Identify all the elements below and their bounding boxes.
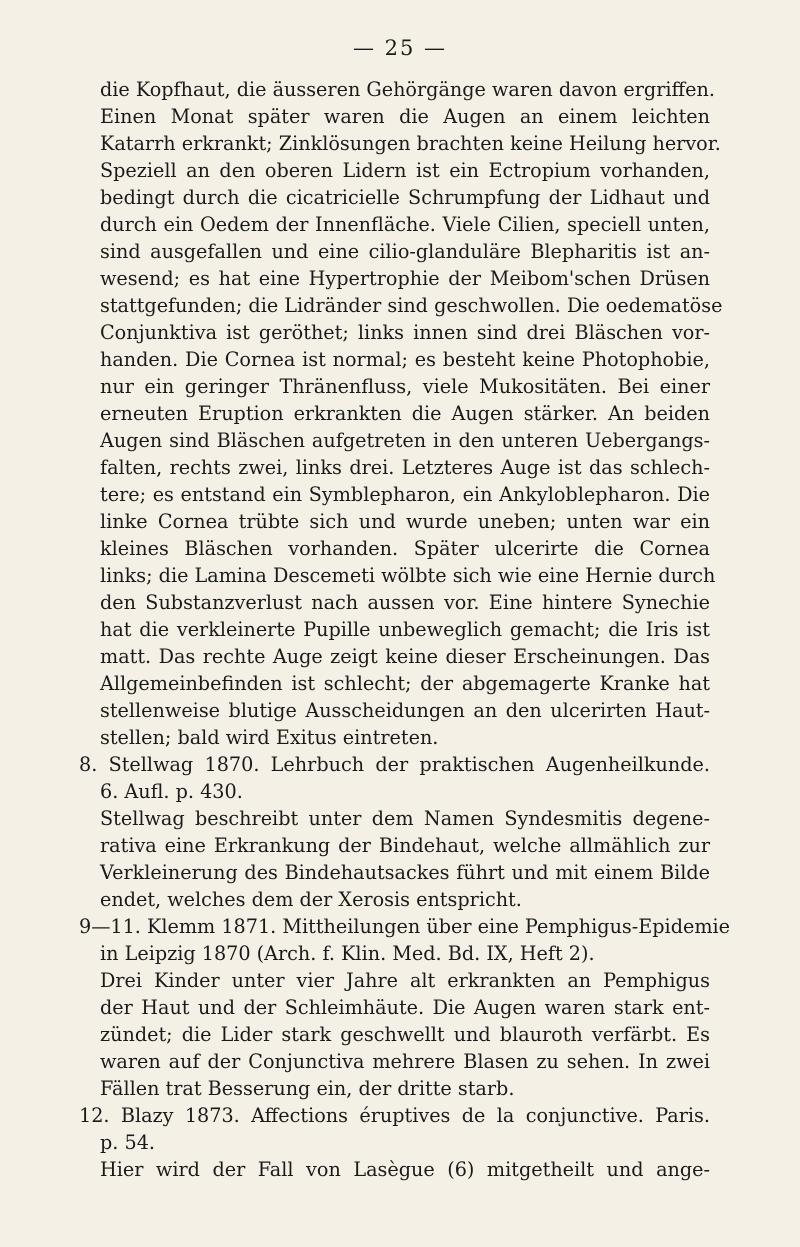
text-line: zündet; die Lider stark geschwellt und blauroth verfärbt. Es <box>100 1023 710 1046</box>
text-line: nur ein geringer Thränenfluss, viele Mukositäten. Bei einer <box>100 375 710 398</box>
text-line: tere; es entstand ein Symblepharon, ein Ankyloblepharon. Die <box>100 483 710 506</box>
text-line: falten, rechts zwei, links drei. Letzteres Auge ist das schlech- <box>100 456 710 479</box>
text-line: stellen; bald wird Exitus eintreten. <box>100 726 439 749</box>
text-line: Verkleinerung des Bindehautsackes führt und mit einem Bilde <box>100 861 710 884</box>
text-line: Drei Kinder unter vier Jahre alt erkrankten an Pemphigus <box>100 969 710 992</box>
text-line: durch ein Oedem der Innenfläche. Viele Cilien, speciell unten, <box>100 213 710 236</box>
text-line: Katarrh erkrankt; Zinklösungen brachten keine Heilung hervor. <box>100 132 721 155</box>
text-line: Stellwag beschreibt unter dem Namen Syndesmitis degene- <box>100 807 710 830</box>
text-line: links; die Lamina Descemeti wölbte sich wie eine Hernie durch <box>100 564 716 587</box>
text-line: Hier wird der Fall von Lasègue (6) mitgetheilt und ange- <box>100 1158 710 1181</box>
text-line: stellenweise blutige Ausscheidungen an den ulcerirten Haut- <box>100 699 710 722</box>
text-line: wesend; es hat eine Hypertrophie der Meibom'schen Drüsen <box>100 267 710 290</box>
text-line: stattgefunden; die Lidränder sind geschwollen. Die oedematöse <box>100 294 723 317</box>
text-line: Conjunktiva ist geröthet; links innen sind drei Bläschen vor- <box>100 321 710 344</box>
text-line: erneuten Eruption erkrankten die Augen stärker. An beiden <box>100 402 710 425</box>
text-line: kleines Bläschen vorhanden. Später ulcerirte die Cornea <box>100 537 710 560</box>
text-line: matt. Das rechte Auge zeigt keine dieser Erscheinungen. Das <box>100 645 710 668</box>
text-line: der Haut und der Schleimhäute. Die Augen waren stark ent- <box>100 996 710 1019</box>
text-line: hat die verkleinerte Pupille unbeweglich gemacht; die Iris ist <box>100 618 710 641</box>
text-line: endet, welches dem der Xerosis entspricht. <box>100 888 522 911</box>
text-line: die Kopfhaut, die äusseren Gehörgänge waren davon ergriffen. <box>100 78 715 101</box>
text-line: sind ausgefallen und eine cilio-glanduläre Blepharitis ist an- <box>100 240 710 263</box>
reference-detail: in Leipzig 1870 (Arch. f. Klin. Med. Bd. IX, Heft 2). <box>100 942 595 965</box>
reference-entry-12: 12. Blazy 1873. Affections éruptives de la conjunctive. Paris. <box>79 1104 710 1127</box>
text-line: Allgemeinbefinden ist schlecht; der abgemagerte Kranke hat <box>100 672 710 695</box>
reference-detail: p. 54. <box>100 1131 155 1154</box>
reference-detail: 6. Aufl. p. 430. <box>100 780 243 803</box>
text-line: linke Cornea trübte sich und wurde uneben; unten war ein <box>100 510 710 533</box>
reference-entry-9-11: 9—11. Klemm 1871. Mittheilungen über eine Pemphigus-Epidemie <box>79 915 731 938</box>
page-number: — 25 — <box>352 36 448 60</box>
text-line: Augen sind Bläschen aufgetreten in den unteren Uebergangs- <box>100 429 710 452</box>
text-line: rativa eine Erkrankung der Bindehaut, welche allmählich zur <box>100 834 710 857</box>
text-line: Speziell an den oberen Lidern ist ein Ectropium vorhanden, <box>100 159 710 182</box>
text-line: handen. Die Cornea ist normal; es besteht keine Photophobie, <box>100 348 710 371</box>
text-line: den Substanzverlust nach aussen vor. Eine hintere Synechie <box>100 591 710 614</box>
text-line: bedingt durch die cicatricielle Schrumpfung der Lidhaut und <box>100 186 710 209</box>
text-line: Einen Monat später waren die Augen an einem leichten <box>100 105 710 128</box>
reference-entry-8: 8. Stellwag 1870. Lehrbuch der praktischen Augenheilkunde. <box>79 753 710 776</box>
text-line: waren auf der Conjunctiva mehrere Blasen zu sehen. In zwei <box>100 1050 710 1073</box>
text-line: Fällen trat Besserung ein, der dritte starb. <box>100 1077 515 1100</box>
